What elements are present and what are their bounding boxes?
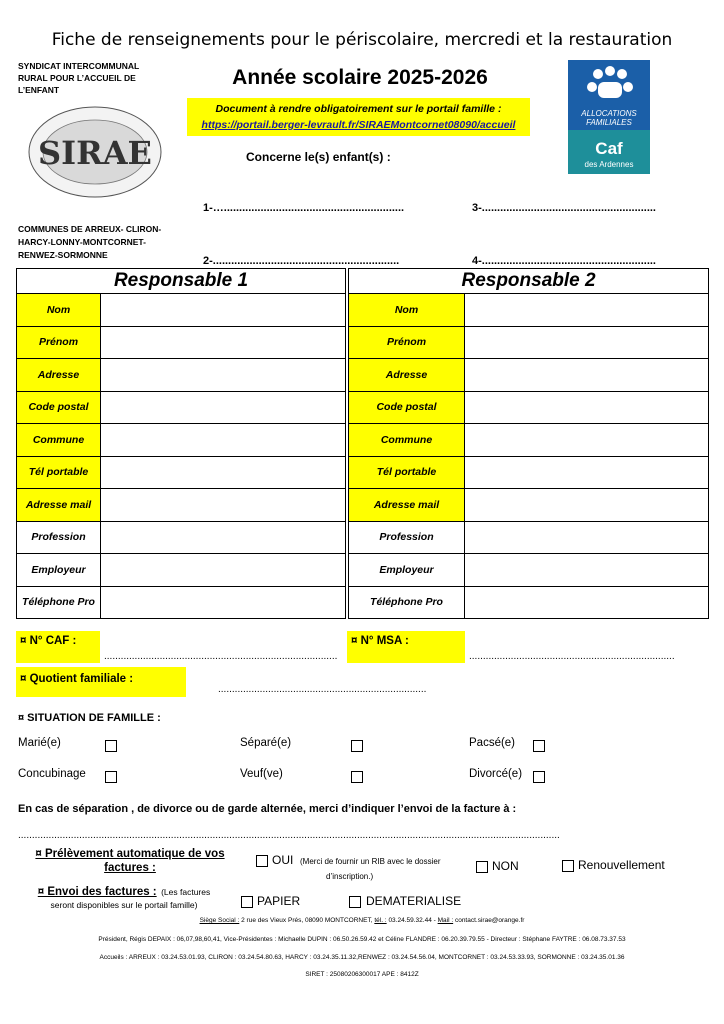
school-year: Année scolaire 2025-2026 [232, 66, 488, 89]
page-title: Fiche de renseignements pour le périscolaire, mercredi et la restauration [51, 30, 673, 50]
msa-number-input[interactable]: .......................................................................... [469, 651, 675, 662]
field-label: Commune [17, 424, 101, 457]
r2-commune-input[interactable] [465, 424, 709, 457]
table-row [17, 359, 709, 392]
concubinage-checkbox[interactable] [105, 771, 117, 783]
caf-sub: des Ardennes [584, 160, 634, 169]
separation-input[interactable]: ................................................................................................................................................................................................... [18, 830, 560, 841]
caf-number-label: ¤ N° CAF : [16, 631, 100, 663]
footer-siret: SIRET : 25080206300017 APE : 8412Z [305, 971, 419, 978]
field-label: Adresse mail [17, 489, 101, 522]
prelevement-non-checkbox[interactable] [476, 861, 488, 873]
r1-nom-input[interactable] [101, 294, 346, 327]
field-label: Nom [17, 294, 101, 327]
child-2-field[interactable]: 2-............................................................. [203, 255, 400, 267]
child-1-field[interactable]: 1-…........................................................... [203, 202, 405, 214]
r1-adresse-input[interactable] [101, 359, 346, 392]
table-row [17, 391, 709, 424]
r2-telephone-pro-input[interactable] [465, 586, 709, 619]
caf-number-input[interactable]: .................................................................................... [104, 651, 338, 662]
envoi-factures-label: ¤ Envoi des factures : [37, 886, 157, 898]
r2-tel-portable-input[interactable] [465, 456, 709, 489]
oui-note-2: d’inscription.) [326, 872, 374, 881]
r2-adresse-mail-input[interactable] [465, 489, 709, 522]
table-row [17, 586, 709, 619]
renouvellement-checkbox[interactable] [562, 860, 574, 872]
table-row [17, 326, 709, 359]
field-label: Adresse mail [349, 489, 465, 522]
field-label: Tél portable [349, 456, 465, 489]
quotient-familial-input[interactable]: ........................................................................... [218, 684, 427, 695]
renouvellement-label: Renouvellement [578, 858, 665, 872]
envoi-factures-block: ¤ Envoi des factures : (Les factures seront disponibles sur le portail famille) [37, 886, 211, 910]
notice-text: Document à rendre obligatoirement sur le portail famille : [215, 103, 502, 115]
option-veuf-label: Veuf(ve) [240, 768, 283, 780]
r1-tel-portable-input[interactable] [101, 456, 346, 489]
non-label: NON [492, 859, 519, 873]
portal-link[interactable]: https://portail.berger-levrault.fr/SIRAEMontcornet08090/accueil [201, 119, 516, 131]
papier-checkbox[interactable] [241, 896, 253, 908]
pacse-checkbox[interactable] [533, 740, 545, 752]
marie-checkbox[interactable] [105, 740, 117, 752]
separe-checkbox[interactable] [351, 740, 363, 752]
r1-telephone-pro-input[interactable] [101, 586, 346, 619]
r2-adresse-input[interactable] [465, 359, 709, 392]
children-heading: Concerne le(s) enfant(s) : [246, 150, 391, 164]
caf-name: Caf [595, 139, 623, 158]
dematerialise-checkbox[interactable] [349, 896, 361, 908]
quotient-familial-label: ¤ Quotient familiale : [16, 667, 186, 697]
prelevement-label: ¤ Prélèvement automatique de vos factures : [35, 848, 225, 874]
child-3-field[interactable]: 3-......................................................... [472, 202, 656, 214]
prelevement-oui-checkbox[interactable] [256, 855, 268, 867]
field-label: Profession [349, 521, 465, 554]
organization-name: SYNDICAT INTERCOMMUNAL RURAL POUR L’ACCUEIL DE L’ENFANT [18, 61, 140, 95]
table-row [17, 521, 709, 554]
table-row [17, 424, 709, 457]
footer-accueils: Accueils : ARREUX : 03.24.53.01.93, CLIRON : 03.24.54.80.63, HARCY : 03.24.35.11.32,RENWEZ : 03.24.54.56.04, MONTCORNET : 03.24.53.33.93, SORMONNE : 03.24.35.01.36 [99, 954, 625, 961]
r1-commune-input[interactable] [101, 424, 346, 457]
table-row [17, 489, 709, 522]
field-label: Prénom [17, 326, 101, 359]
field-label: Profession [17, 521, 101, 554]
option-pacse-label: Pacsé(e) [469, 737, 516, 749]
field-label: Tél portable [17, 456, 101, 489]
table-row [17, 456, 709, 489]
option-concubinage-label: Concubinage [18, 768, 86, 780]
r1-employeur-input[interactable] [101, 554, 346, 587]
oui-label: OUI [272, 853, 294, 867]
r2-employeur-input[interactable] [465, 554, 709, 587]
field-label: Employeur [17, 554, 101, 587]
field-label: Code postal [349, 391, 465, 424]
responsables-table [16, 268, 709, 619]
option-separe-label: Séparé(e) [240, 737, 292, 749]
r1-adresse-mail-input[interactable] [101, 489, 346, 522]
footer-president: Président, Régis DEPAIX : 06,07,98,60,41, Vice-Présidentes : Michaelle DUPIN : 06.50.26.59.42 et Céline FLANDRE : 06.20.39.79.55 - Directeur : Stéphane FAYTRE : 06.08.73.37.53 [98, 936, 626, 943]
divorce-checkbox[interactable] [533, 771, 545, 783]
responsable-2-heading: Responsable 2 [349, 269, 709, 294]
r1-profession-input[interactable] [101, 521, 346, 554]
papier-label: PAPIER [257, 894, 301, 908]
option-divorce-label: Divorcé(e) [469, 768, 523, 780]
table-row [17, 294, 709, 327]
child-4-field[interactable]: 4-......................................................... [472, 255, 656, 267]
veuf-checkbox[interactable] [351, 771, 363, 783]
sirae-logo-text: SIRAE [38, 134, 152, 172]
oui-note-1: (Merci de fournir un RIB avec le dossier [300, 857, 441, 866]
separation-instruction: En cas de séparation , de divorce ou de garde alternée, merci d’indiquer l’envoi de la facture à : [18, 803, 517, 815]
field-label: Prénom [349, 326, 465, 359]
communes-list: COMMUNES DE ARREUX- CLIRON- HARCY-LONNY-MONTCORNET- RENWEZ-SORMONNE [18, 224, 162, 260]
caf-logo [568, 60, 650, 174]
r1-code-postal-input[interactable] [101, 391, 346, 424]
dematerialise-label: DEMATERIALISE [366, 894, 462, 908]
table-row [17, 554, 709, 587]
r2-prenom-input[interactable] [465, 326, 709, 359]
footer-siege: Siège Social : 2 rue des Vieux Prés, 08090 MONTCORNET, tél. : 03.24.59.32.44 - Mail : contact.sirae@orange.fr [199, 917, 525, 924]
field-label: Employeur [349, 554, 465, 587]
caf-line1: ALLOCATIONS [581, 109, 637, 118]
r2-code-postal-input[interactable] [465, 391, 709, 424]
r2-profession-input[interactable] [465, 521, 709, 554]
field-label: Commune [349, 424, 465, 457]
field-label: Adresse [17, 359, 101, 392]
r1-prenom-input[interactable] [101, 326, 346, 359]
sirae-logo [26, 104, 164, 200]
r2-nom-input[interactable] [465, 294, 709, 327]
msa-number-label: ¤ N° MSA : [347, 631, 465, 663]
field-label: Nom [349, 294, 465, 327]
field-label: Téléphone Pro [349, 586, 465, 619]
responsable-1-heading: Responsable 1 [17, 269, 346, 294]
field-label: Adresse [349, 359, 465, 392]
caf-line2: FAMILIALES [586, 118, 632, 127]
field-label: Code postal [17, 391, 101, 424]
option-marie-label: Marié(e) [18, 737, 61, 749]
portal-notice [187, 98, 530, 136]
field-label: Téléphone Pro [17, 586, 101, 619]
family-situation-heading: ¤ SITUATION DE FAMILLE : [18, 712, 161, 724]
